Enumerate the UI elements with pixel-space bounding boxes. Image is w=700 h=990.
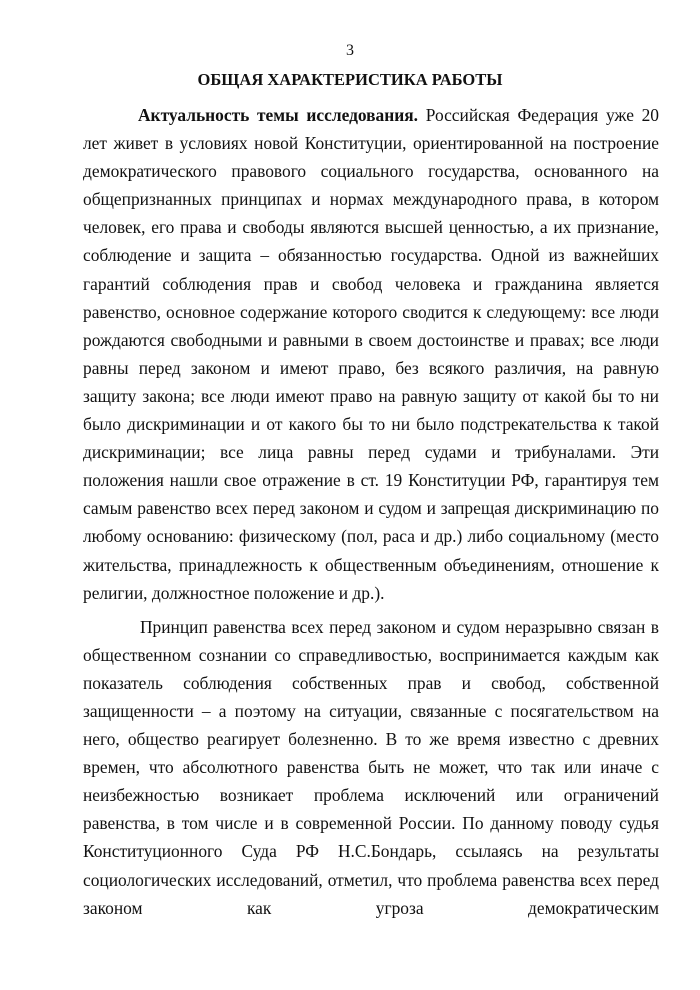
paragraph-lead: Актуальность темы исследования.	[138, 105, 419, 125]
page-number: 3	[346, 42, 354, 59]
paragraph-equality-principle: Принцип равенства всех перед законом и судом неразрывно связан в общественном сознании со справедливостью, воспринимается каждым как показатель соблюдения собственных прав и свобод, собственной защищенности – а поэтому на ситуации, связанные с посягательством на него, общество реагирует болезненно. В то же время известно с древних времен, что абсолютного равенства быть не может, что так или иначе с неизбежностью возникает проблема исключений или ограничений равенства, в том числе и в современной России. По данному поводу судья Конституционного Суда РФ Н.С.Бондарь, ссылаясь на результаты социологических исследований, отметил, что проблема равенства всех перед законом как угроза демократическим	[83, 616, 659, 918]
paragraph-relevance	[83, 101, 659, 607]
section-heading: ОБЩАЯ ХАРАКТЕРИСТИКА РАБОТЫ	[197, 70, 503, 89]
paragraph-text: Российская Федерация уже 20 лет живет в условиях новой Конституции, ориентированной на построение демократического правового социального государства, основанного на общепризнанных принципах и нормах международного права, в котором человек, его права и свободы являются высшей ценностью, а их признание, соблюдение и защита – обязанностью государства. Одной из важнейших гарантий соблюдения прав и свобод человека и гражданина является равенство, основное содержание которого сводится к следующему: все люди рождаются свободными и равными в своем достоинстве и правах; все люди равны перед законом и имеют право, без всякого различия, на равную защиту закона; все люди имеют право на равную защиту от какой бы то ни было дискриминации и от какого бы то ни было подстрекательства к такой дискриминации; все лица равны перед судами и трибуналами. Эти положения нашли свое отражение в ст. 19 Конституции РФ, гарантируя тем самым равенство всех перед законом и судом и запрещая дискриминацию по любому основанию: физическому (пол, раса и др.) либо социальному (место жительства, принадлежность к общественным объединениям, отношение к религии, должностное положение и др.).	[83, 105, 659, 603]
document-body	[83, 101, 659, 922]
